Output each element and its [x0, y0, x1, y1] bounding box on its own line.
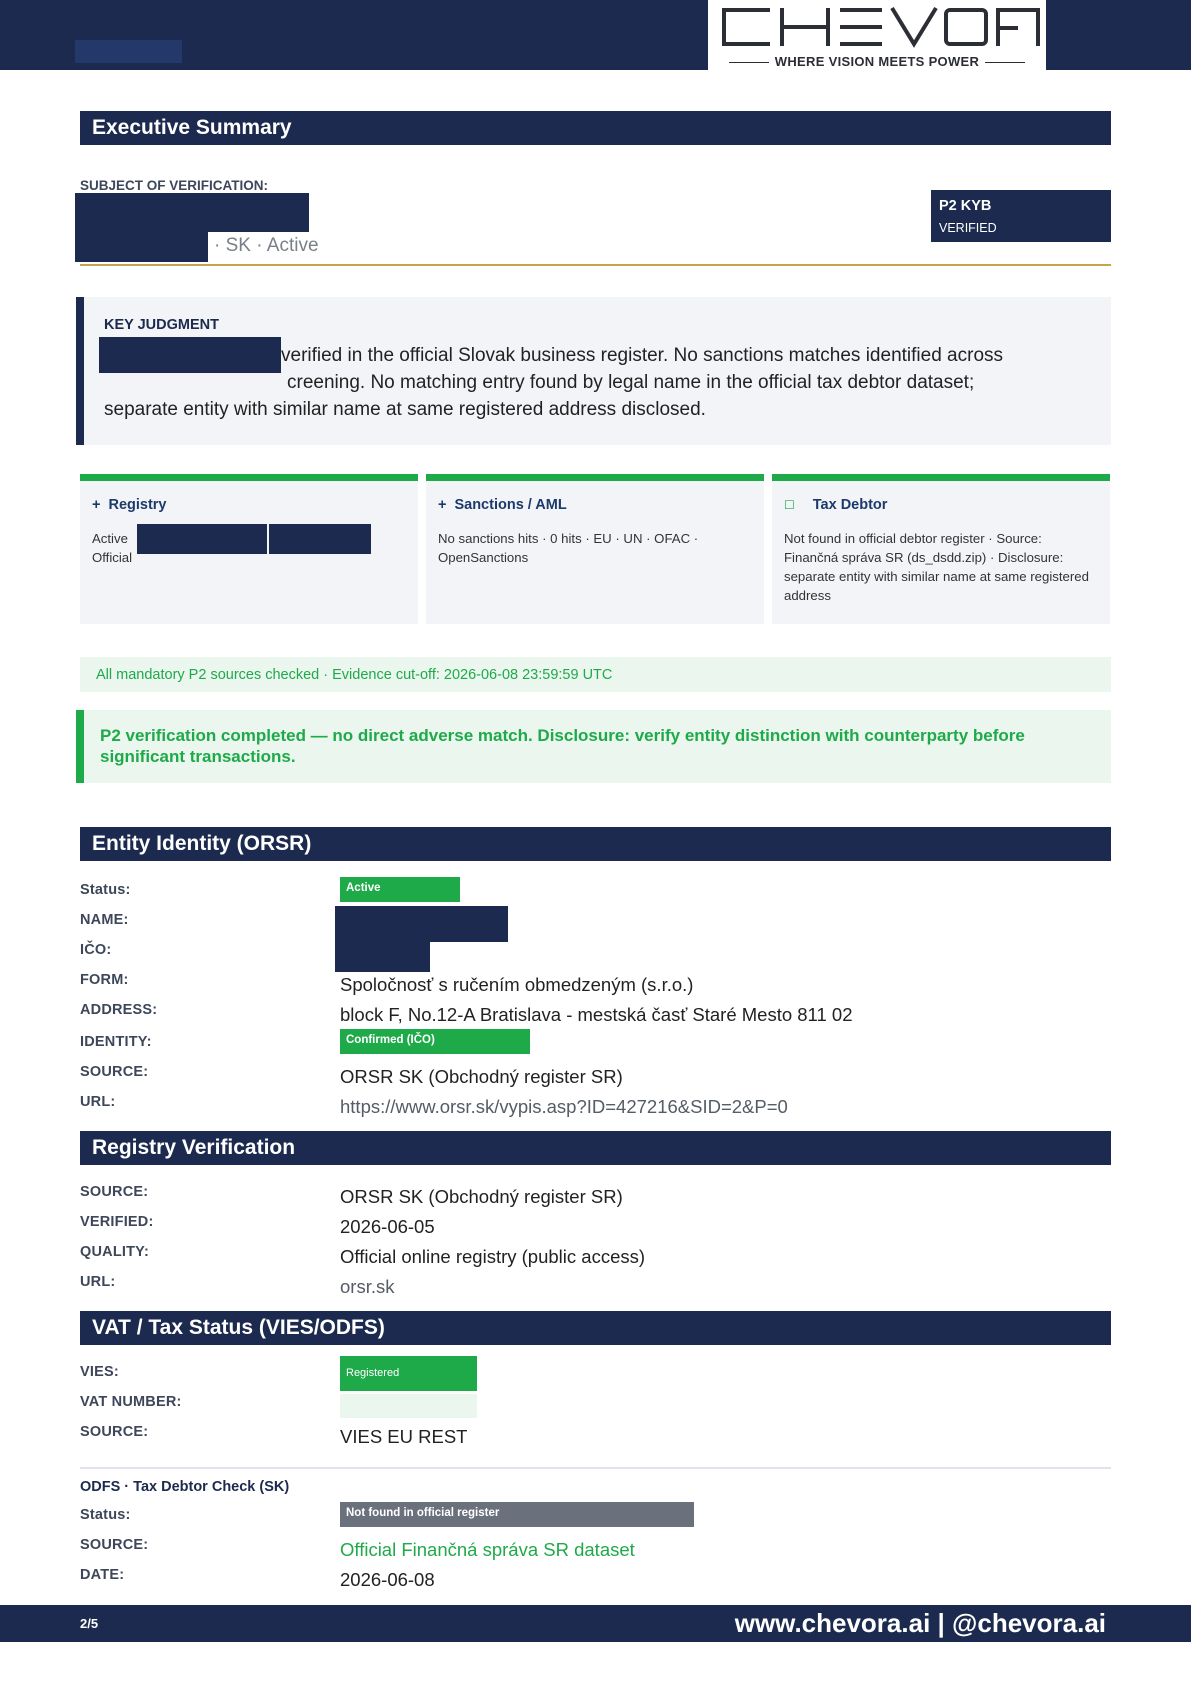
registry-url-link[interactable]: orsr.sk — [340, 1276, 395, 1297]
redaction-block — [335, 906, 508, 942]
address-label: ADDRESS: — [80, 1002, 158, 1018]
section-title-vat-tax: VAT / Tax Status (VIES/ODFS) — [80, 1311, 1111, 1345]
tag-title: P2 KYB — [939, 198, 992, 214]
tag-status: VERIFIED — [939, 221, 997, 235]
card-registry — [80, 474, 418, 624]
key-judgment-box — [76, 297, 1111, 445]
name-label: NAME: — [80, 912, 129, 928]
redaction-block — [137, 524, 267, 554]
quality-value: Official online registry (public access) — [340, 1246, 646, 1267]
form-label: FORM: — [80, 972, 129, 988]
url-label: URL: — [80, 1094, 116, 1110]
section-title-registry-verification: Registry Verification — [80, 1131, 1111, 1165]
source-value: VIES EU REST — [340, 1426, 468, 1447]
page-footer — [0, 1605, 1191, 1642]
verified-label: VERIFIED: — [80, 1214, 154, 1230]
orsr-url-link[interactable]: https://www.orsr.sk/vypis.asp?ID=427216&SID=2&P=0 — [340, 1096, 788, 1117]
redaction-block — [75, 230, 208, 262]
vat-number-label: VAT NUMBER: — [80, 1394, 182, 1410]
key-judgment-label: KEY JUDGMENT — [104, 317, 219, 333]
logo-mark-icon — [708, 0, 1046, 50]
section-title-executive-summary: Executive Summary — [80, 111, 1111, 145]
ico-label: IČO: — [80, 942, 112, 958]
status-label: Status: — [80, 882, 131, 898]
sources-note-text: All mandatory P2 sources checked · Evidence cut-off: 2026-06-08 23:59:59 UTC — [96, 667, 613, 683]
source-label: SOURCE: — [80, 1064, 149, 1080]
divider — [80, 1467, 1111, 1469]
vies-badge: Registered — [340, 1356, 477, 1391]
identity-label: IDENTITY: — [80, 1034, 152, 1050]
url-label: URL: — [80, 1274, 116, 1290]
card-tax-debtor — [772, 474, 1110, 624]
source-label: SOURCE: — [80, 1537, 149, 1553]
status-badge: Active — [340, 877, 460, 902]
redaction-block — [99, 337, 281, 373]
date-value: 2026-06-08 — [340, 1569, 435, 1590]
page-number: 2/5 — [80, 1616, 99, 1631]
odfs-source-link[interactable]: Official Finančná správa SR dataset — [340, 1539, 635, 1560]
quality-label: QUALITY: — [80, 1244, 149, 1260]
card-sanctions-aml — [426, 474, 764, 624]
subject-label: SUBJECT OF VERIFICATION: — [80, 178, 269, 193]
source-label: SOURCE: — [80, 1424, 149, 1440]
date-label: DATE: — [80, 1567, 125, 1583]
source-value: ORSR SK (Obchodný register SR) — [340, 1066, 623, 1087]
source-value: ORSR SK (Obchodný register SR) — [340, 1186, 623, 1207]
completion-note — [76, 710, 1111, 783]
card-body: Not found in official debtor register · Source: Finančná správa SR (ds_dsdd.zip) · Disclosure: separate entity with similar name at same registered address — [784, 531, 1089, 603]
plus-icon: + — [438, 497, 447, 513]
card-body: Active Official — [92, 531, 133, 565]
redaction-block — [75, 193, 309, 232]
card-title: ☐ Tax Debtor — [784, 497, 888, 513]
key-judgment-line-1: verified in the official Slovak business register. No sanctions matches identified across — [281, 345, 1004, 366]
address-value: block F, No.12-A Bratislava - mestská časť Staré Mesto 811 02 — [340, 1004, 853, 1025]
identity-badge: Confirmed (IČO) — [340, 1029, 530, 1054]
card-title: + Sanctions / AML — [438, 497, 567, 513]
gold-divider — [80, 264, 1111, 266]
source-label: SOURCE: — [80, 1184, 149, 1200]
odfs-title: ODFS · Tax Debtor Check (SK) — [80, 1479, 290, 1495]
card-body: No sanctions hits · 0 hits · EU · UN · OFAC · OpenSanctions — [438, 531, 699, 565]
odfs-status-badge: Not found in official register — [340, 1502, 694, 1527]
header-accent-bar — [75, 40, 182, 63]
key-judgment-line-2: creening. No matching entry found by legal name in the official tax debtor dataset; — [287, 372, 975, 393]
vies-label: VIES: — [80, 1364, 119, 1380]
card-title: + Registry — [92, 497, 167, 513]
logo-tagline: WHERE VISION MEETS POWER — [708, 54, 1046, 69]
footer-website[interactable]: www.chevora.ai | @chevora.ai — [734, 1608, 1106, 1638]
status-label: Status: — [80, 1507, 131, 1523]
section-title-entity-identity: Entity Identity (ORSR) — [80, 827, 1111, 861]
sources-note — [80, 657, 1111, 692]
redaction-block — [269, 524, 371, 554]
verification-tag — [931, 190, 1111, 242]
form-value: Spoločnosť s ručením obmedzeným (s.r.o.) — [340, 974, 694, 995]
logo-box — [708, 0, 1046, 71]
completion-note-text: P2 verification completed — no direct adverse match. Disclosure: verify entity distinction with counterparty before significant transactions. — [100, 726, 1025, 766]
verified-value: 2026-06-05 — [340, 1216, 435, 1237]
checkbox-icon: ☐ — [784, 498, 795, 512]
redaction-block — [335, 940, 430, 972]
subject-meta: · SK · Active — [214, 235, 319, 256]
plus-icon: + — [92, 497, 101, 513]
vat-number-value — [340, 1394, 477, 1418]
key-judgment-line-3: separate entity with similar name at same registered address disclosed. — [104, 399, 706, 420]
